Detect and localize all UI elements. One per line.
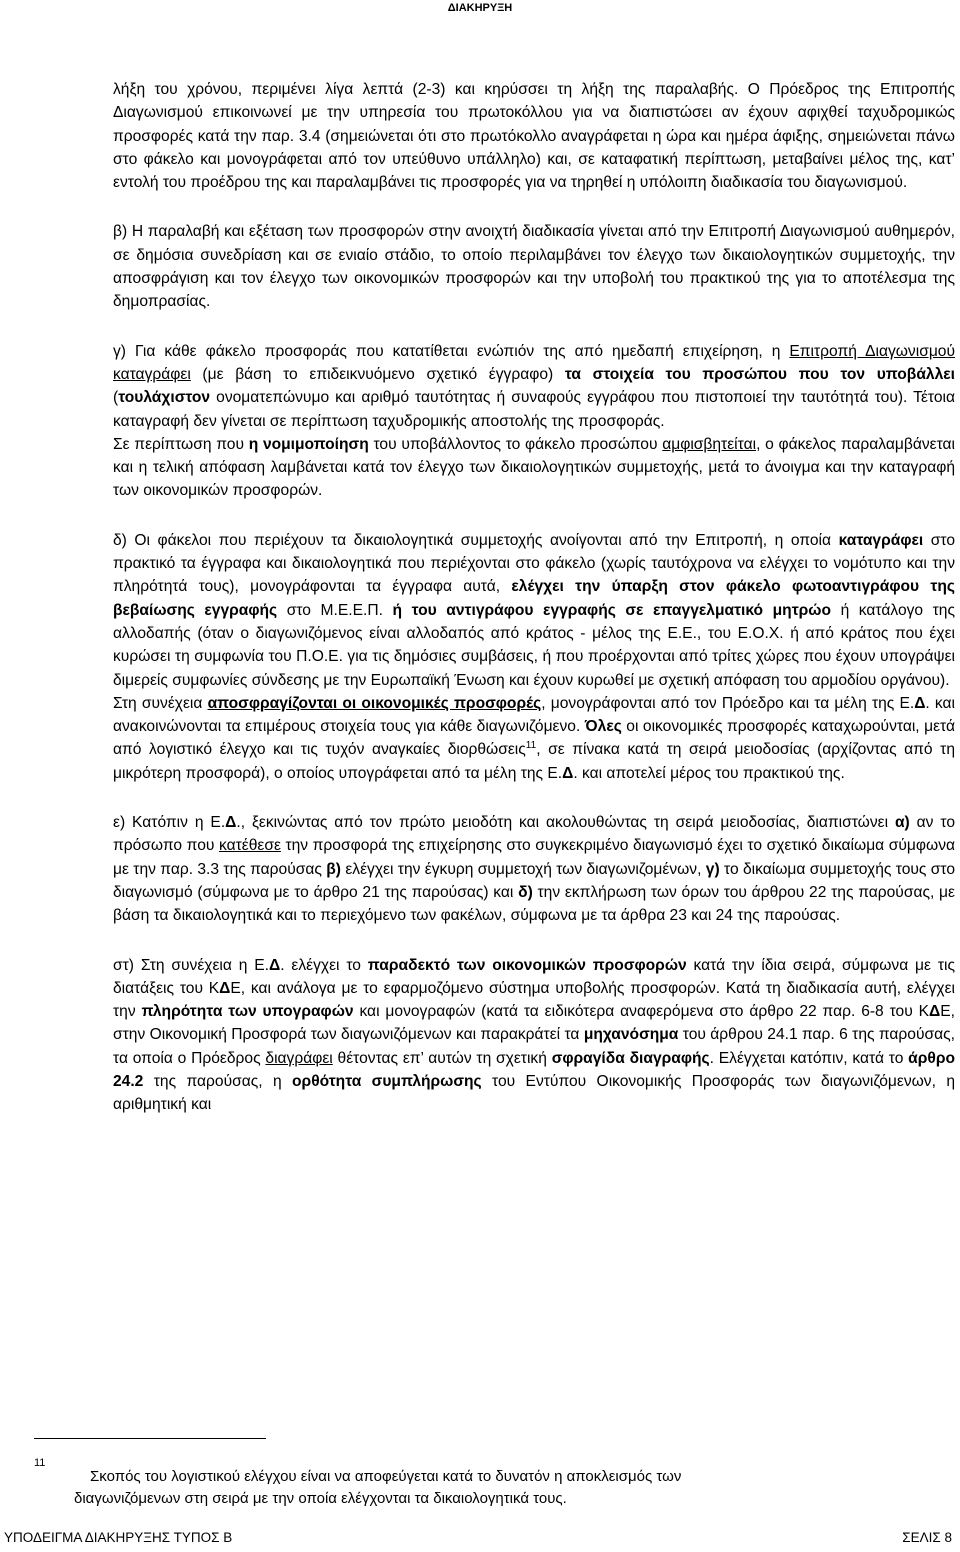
- text-run: , ο φάκελος παραλαμβάνεται και η τελική απόφαση λαμβάνεται κατά τον έλεγχο των δικαιολογητικών συμμετοχής, μετά το άνοιγμα και την καταγραφή των οικονομικών προσφορών.: [113, 435, 956, 500]
- text-run: ε) Κατόπιν η Ε.: [113, 814, 226, 832]
- text-run: ελέγχει την έγκυρη συμμετοχή των διαγωνιζομένων,: [340, 860, 706, 878]
- footnote-text-line-1: Σκοπός του λογιστικού ελέγχου είναι να αποφεύγεται κατά το δυνατόν η αποκλεισμός των: [90, 1468, 682, 1485]
- text-run: αποσφραγίζονται οι οικονομικές προσφορές: [207, 694, 542, 712]
- text-run: του άρθρου 24.1 παρ. 6 της παρούσας, τα οποία ο Πρόεδρος: [113, 1026, 955, 1067]
- text-run: μηχανόσημα: [583, 1026, 679, 1044]
- text-run: Ε, στην Οικονομική Προσφορά των διαγωνιζόμενων και παρακράτεί τα: [113, 1003, 955, 1044]
- text-run: άρθρο 24.2: [113, 1049, 956, 1090]
- text-run: και μονογραφών (κατά τα ειδικότερα αναφερόμενα στο άρθρο 22 παρ. 6-8 του Κ: [353, 1003, 930, 1021]
- footnote-number: 11: [34, 1457, 46, 1469]
- paragraph-b-receipt-examination: [113, 220, 955, 313]
- footnote: [34, 1457, 952, 1510]
- text-run: καταγράφει: [838, 531, 924, 549]
- text-run: Ε, και ανάλογα με το εφαρμοζόμενο σύστημα υποβολής προσφορών. Κατά τη διαδικασία αυτή, ελέγχει την: [113, 979, 955, 1021]
- text-run: β) Η παραλαβή και εξέταση των προσφορών στην ανοιχτή διαδικασία γίνεται από την Επιτροπή Διαγωνισμού αυθημερόν, σε δημόσια συνεδρίαση και σε ενιαίο στάδιο, το οποίο περιλαμβάνει τον έλεγχο των δικαιολογητικών συμμετοχής, την αποσφράγιση και τον έλεγχο των οικονομικών προσφορών και την υποβολή του πρακτικού της για το αποτέλεσμα της δημοπρασίας.: [113, 223, 955, 311]
- paragraph-c-recording: [113, 340, 955, 433]
- text-run: . και αποτελεί μέρος του πρακτικού της.: [573, 764, 845, 782]
- text-run: αμφισβητείται: [662, 435, 757, 453]
- page-footer: [4, 1530, 952, 1545]
- text-run: Δ: [914, 694, 926, 712]
- paragraph-f-admissibility: [113, 954, 955, 1117]
- text-run: , σε πίνακα κατά τη σειρά μειοδοσίας (αρχίζοντας από τη μικρότερη προσφορά), ο οποίος υπογράφεται από τα μέλη της Ε.: [113, 741, 956, 782]
- text-run: του υποβάλλοντος το φάκελο προσώπου: [368, 435, 663, 453]
- paragraph-d-envelopes: [113, 529, 955, 692]
- text-run: δ) Οι φάκελοι που περιέχουν τα δικαιολογητικά συμμετοχής ανοίγονται από την Επιτροπή, η οποία: [113, 531, 839, 549]
- text-run: αν το πρόσωπο που: [113, 814, 956, 855]
- text-run: ελέγχει την ύπαρξη στον φάκελο φωτοαντιγράφου της βεβαίωσης εγγραφής: [113, 578, 955, 619]
- text-run: . και ανακοινώνονται τα επιμέρους στοιχεία τους για κάθε διαγωνιζόμενο.: [113, 694, 955, 736]
- text-run: στ) Στη συνέχεια η Ε.: [113, 956, 269, 974]
- text-run: Δ: [225, 814, 237, 832]
- text-run: κατέθεσε: [218, 837, 281, 855]
- text-run: τα στοιχεία του προσώπου που τον υποβάλλει: [564, 365, 955, 383]
- text-run: την προσφορά της επιχείρησης στο συγκεκριμένο διαγωνισμό έχει το σχετικό δικαίωμα σύμφωνα με την παρ. 3.3 της παρούσας: [113, 837, 955, 878]
- text-run: Στη συνέχεια: [113, 694, 208, 712]
- text-run: στο Μ.Ε.Ε.Π.: [277, 601, 393, 619]
- text-run: η νομιμοποίηση: [248, 435, 369, 453]
- text-run: Δ: [562, 764, 574, 782]
- text-run: παραδεκτό των οικονομικών προσφορών: [367, 956, 687, 974]
- text-run: Όλες: [584, 718, 622, 736]
- text-run: Σε περίπτωση που: [113, 435, 249, 453]
- text-run: την εκπλήρωση των όρων του άρθρου 22 της παρούσας, με βάση τα δικαιολογητικά και το περιεχόμενο των φακέλων, σύμφωνα με τα άρθρα 23 και 24 της παρούσας.: [113, 883, 955, 925]
- text-run: (με βάση το επιδεικνυόμενο σχετικό έγγραφο): [190, 365, 565, 383]
- text-run: Επιτροπή Διαγωνισμού καταγράφει: [113, 342, 956, 383]
- text-run: διαγράφει: [265, 1049, 333, 1067]
- text-run: Δ: [219, 979, 231, 997]
- text-run: 11: [525, 740, 537, 752]
- text-run: τουλάχιστον: [118, 389, 211, 407]
- text-run: κατά την ίδια σειρά, σύμφωνα με τις διατάξεις του Κ: [113, 956, 955, 997]
- text-run: σφραγίδα διαγραφής: [551, 1049, 710, 1067]
- paragraph-closing-receipt: [113, 78, 955, 194]
- text-run: , μονογράφονται από τον Πρόεδρο και τα μέλη της Ε.: [541, 694, 915, 712]
- text-run: ή του αντιγράφου εγγραφής σε επαγγελματικό μητρώο: [392, 601, 831, 619]
- footnote-separator: [34, 1438, 266, 1439]
- text-run: Δ: [929, 1003, 941, 1021]
- text-run: οι οικονομικές προσφορές καταχωρούνται, μετά από λογιστικό έλεγχο και τις τυχόν αναγκαίες διορθώσεις: [113, 718, 955, 759]
- text-run: γ): [705, 860, 720, 878]
- text-run: ορθότητα συμπλήρωσης: [292, 1072, 482, 1090]
- text-run: θέτοντας επ’ αυτών τη σχετική: [332, 1049, 552, 1067]
- text-run: ., ξεκινώντας από τον πρώτο μειοδότη και ακολουθώντας τη σειρά μειοδοσίας, διαπιστώνει: [236, 814, 895, 832]
- text-run: . ελέγχει το: [280, 956, 368, 974]
- text-run: ή κατάλογο της αλλοδαπής (όταν ο διαγωνιζόμενος είναι αλλοδαπός από κράτος - μέλος της Ε.Ε., του Ε.Ο.Χ. ή από κράτος που έχει κυρώσει τη συμφωνία του Π.Ο.Ε. για τις δημόσιες συμβάσεις, ή που προέρχονται από τρίτες χώρες που έχουν υπογράψει διμερείς συμφωνίες σύνδεσης με την Ευρωπαϊκή Ένωση και έχουν κυρωθεί με σχετική απόφαση του αρμοδίου οργάνου).: [113, 601, 955, 689]
- footer-page-number: ΣΕΛΙΣ 8: [902, 1530, 952, 1545]
- text-run: ονοματεπώνυμο και αριθμό ταυτότητας ή συναφούς εγγράφου που πιστοποιεί την ταυτότητά του). Τέτοια καταγραφή δεν γίνεται σε περίπτωση ταχυδρομικής αποστολής της προσφοράς.: [113, 389, 955, 430]
- text-run: πληρότητα των υπογραφών: [141, 1003, 354, 1021]
- text-run: στο πρακτικό τα έγγραφα και δικαιολογητικά που περιέχονται στο φάκελο (χωρίς ταυτόχρονα να ελέγχει το νομότυπο και την πληρότητά τους), μονογράφονται τα έγγραφα αυτά,: [113, 531, 956, 596]
- text-run: δ): [518, 883, 533, 901]
- text-run: (: [113, 389, 119, 407]
- text-run: το δικαίωμα συμμετοχής τους στο διαγωνισμό (σύμφωνα με το άρθρο 21 της παρούσας) και: [113, 860, 955, 901]
- text-run: της παρούσας, η: [143, 1072, 293, 1090]
- paragraph-c-legitimacy: [113, 433, 955, 503]
- text-run: του Εντύπου Οικονομικής Προσφοράς των διαγωνιζόμενων, η αριθμητική και: [113, 1072, 955, 1114]
- paragraph-e-lowest-bidder: [113, 811, 955, 927]
- text-run: Δ: [269, 956, 281, 974]
- text-run: . Ελέγχεται κατόπιν, κατά το: [709, 1049, 909, 1067]
- footer-document-title: ΥΠΟΔΕΙΓΜΑ ΔΙΑΚΗΡΥΞΗΣ ΤΥΠΟΣ Β: [4, 1530, 233, 1545]
- paragraph-d-financial-offers: [113, 692, 955, 785]
- text-run: α): [894, 814, 910, 832]
- document-body: [113, 78, 955, 1117]
- text-run: λήξη του χρόνου, περιμένει λίγα λεπτά (2-3) και κηρύσσει τη λήξη της παραλαβής. Ο Πρόεδρος της Επιτροπής Διαγωνισμού επικοινωνεί με την υπηρεσία του πρωτοκόλλου για να διαπιστώσει αν έχουν αφιχθεί ταχυδρομικώς προσφορές κατά την παρ. 3.4 (σημειώνεται ότι στο πρωτόκολλο αναγράφεται η ώρα και ημέρα άφιξης, σημειώνεται πάνω στο φάκελο και μονογράφεται από τον υπεύθυνο υπάλληλο) και, σε καταφατική περίπτωση, μεταβαίνει μέλος της, κατ’ εντολή του προέδρου της και παραλαμβάνει τις προσφορές για να τηρηθεί η υπόλοιπη διαδικασία του διαγωνισμού.: [113, 81, 955, 192]
- page-header-title: ΔΙΑΚΗΡΥΞΗ: [447, 2, 513, 14]
- text-run: γ) Για κάθε φάκελο προσφοράς που κατατίθεται ενώπιόν της από ημεδαπή επιχείρηση, η: [113, 342, 790, 360]
- footnote-text-line-2: διαγωνιζόμενων στη σειρά με την οποία ελέγχονται τα δικαιολογητικά τους.: [74, 1490, 567, 1507]
- text-run: β): [326, 860, 341, 878]
